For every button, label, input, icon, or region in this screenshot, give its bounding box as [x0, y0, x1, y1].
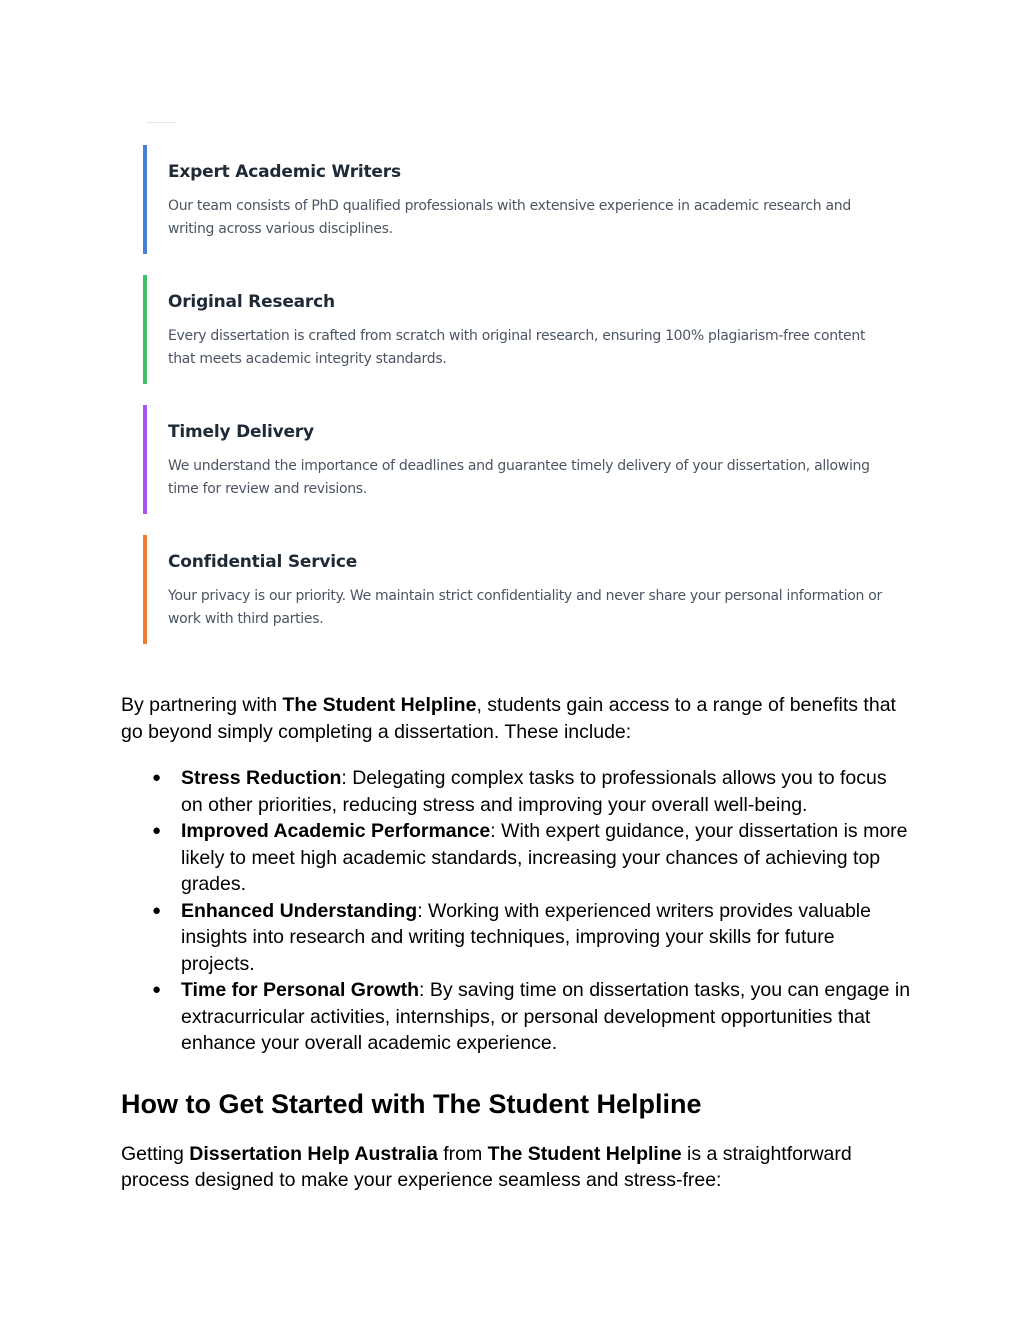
feature-card-expert-writers — [143, 145, 903, 255]
brand-name: The Student Helpline — [282, 694, 477, 716]
benefit-text: : Delegating complex tasks to professionals allows you to focus on other priorities, reducing stress and improving your overall well-being. — [181, 767, 887, 816]
intro-text-start: By partnering with — [121, 694, 283, 716]
bullet-icon: ● — [152, 981, 162, 998]
card-title: Original Research — [168, 292, 335, 312]
benefit-term: Improved Academic Performance — [181, 820, 491, 842]
getting-started-text-3: is a straightforward process designed to make your experience seamless and stress-free: — [121, 1142, 852, 1191]
list-item — [121, 765, 911, 818]
benefit-text: : By saving time on dissertation tasks, you can engage in extracurricular activities, internships, or personal development opportunities that enhance your overall academic experience. — [181, 979, 911, 1054]
benefit-text: : Working with experienced writers provides valuable insights into research and writing techniques, improving your skills for future projects. — [181, 899, 871, 975]
card-title: Confidential Service — [168, 552, 358, 572]
benefit-term: Time for Personal Growth — [181, 979, 420, 1001]
card-description: Your privacy is our priority. We maintain strict confidentiality and never share your personal information or work with third parties. — [168, 588, 882, 627]
card-accent-bar — [143, 275, 147, 384]
feature-card-confidential-service — [143, 535, 903, 645]
card-accent-bar — [143, 145, 147, 254]
card-description: We understand the importance of deadlines and guarantee timely delivery of your dissertation, allowing time for review and revisions. — [168, 458, 870, 497]
feature-card-timely-delivery — [143, 405, 903, 515]
bullet-icon: ● — [152, 901, 162, 919]
getting-started-paragraph — [121, 1141, 911, 1194]
list-item — [121, 818, 911, 898]
feature-card-original-research — [143, 275, 903, 385]
card-description: Every dissertation is crafted from scratch with original research, ensuring 100% plagiarism-free content that meets academic integrity standards. — [168, 328, 866, 367]
section-heading: How to Get Started with The Student Helpline — [121, 1088, 702, 1119]
card-accent-bar — [143, 405, 147, 514]
card-description: Our team consists of PhD qualified professionals with extensive experience in academic research and writing across various disciplines. — [168, 198, 851, 237]
service-name: Dissertation Help Australia — [189, 1142, 438, 1165]
top-divider — [146, 122, 176, 123]
card-title: Expert Academic Writers — [168, 162, 401, 182]
benefit-term: Enhanced Understanding — [181, 899, 418, 922]
getting-started-text-2: from — [437, 1142, 488, 1165]
card-title: Timely Delivery — [168, 422, 314, 442]
intro-paragraph — [121, 692, 911, 745]
feature-cards — [143, 145, 903, 665]
bullet-icon: ● — [152, 769, 162, 786]
benefit-text: : With expert guidance, your dissertation is more likely to meet high academic standards, increasing your chances of achieving top grades. — [181, 820, 908, 895]
list-item — [121, 898, 911, 978]
brand-name: The Student Helpline — [487, 1142, 682, 1165]
intro-text-end: , students gain access to a range of benefits that go beyond simply completing a dissertation. These include: — [121, 694, 896, 743]
bullet-icon: ● — [152, 822, 162, 839]
benefits-list — [121, 765, 911, 1057]
getting-started-text-1: Getting — [121, 1142, 190, 1165]
document-body — [121, 692, 911, 1194]
benefit-term: Stress Reduction — [181, 767, 342, 789]
list-item — [121, 977, 911, 1057]
card-accent-bar — [143, 535, 147, 644]
